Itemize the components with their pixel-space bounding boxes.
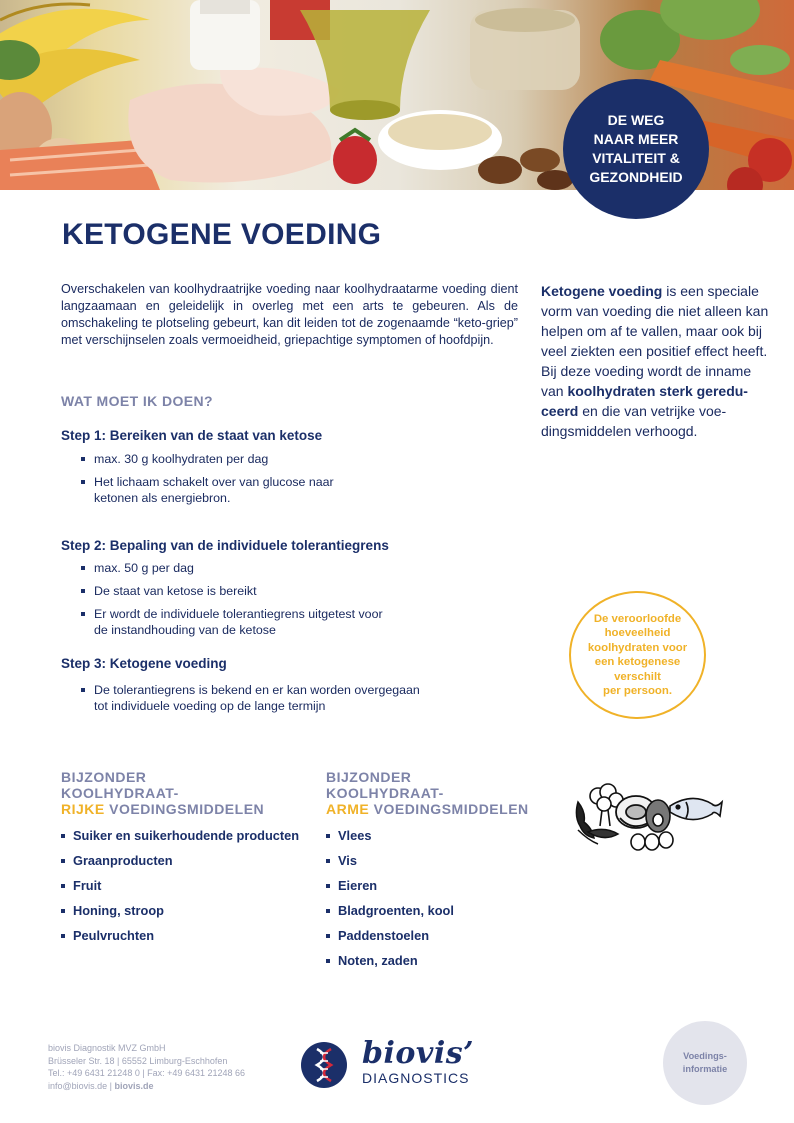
list-item: Suiker en suikerhoudende producten — [61, 828, 299, 853]
step-bullet: De staat van ketose is bereikt — [80, 583, 400, 599]
side-text: Bij deze voeding wordt de inname van — [541, 363, 752, 399]
list-item: Peulvruchten — [61, 928, 299, 953]
note-line: per persoon. — [603, 685, 672, 697]
company-address — [48, 1042, 245, 1092]
badge-line: GEZONDHEID — [589, 169, 683, 185]
step-3-bullets — [80, 682, 420, 721]
heading-line — [61, 801, 264, 817]
heading-line: KOOLHYDRAAT- — [61, 785, 179, 801]
info-line: informatie — [682, 1064, 728, 1074]
website-link[interactable]: biovis.de — [114, 1080, 154, 1091]
note-line: verschilt — [614, 670, 661, 683]
step-bullet: De tolerantiegrens is bekend en er kan worden overgegaan tot individuele voeding op de lange termijn — [80, 682, 430, 714]
note-line: De veroorloofde — [593, 612, 682, 625]
badge-line: VITALITEIT & — [592, 150, 680, 166]
list-item: Vis — [326, 853, 454, 878]
carb-poor-list — [326, 828, 454, 978]
carb-rich-heading — [61, 769, 264, 817]
step-3-title: Step 3: Ketogene voeding — [61, 656, 227, 671]
food-illustration-icon — [574, 782, 724, 854]
carb-rich-list — [61, 828, 299, 953]
document-type-badge — [663, 1021, 747, 1105]
heading-line: BIJZONDER — [326, 769, 412, 785]
badge-line: DE WEG — [607, 112, 665, 128]
step-2-bullets — [80, 560, 400, 645]
step-1-bullets — [80, 451, 400, 513]
step-bullet: max. 30 g koolhydraten per dag — [80, 451, 400, 467]
contact-line: info@biovis.de | biovis.de — [48, 1080, 154, 1091]
side-text-bold: koolhydraten sterk geredu-ceerd — [541, 383, 748, 419]
heading-rest: VOEDINGSMIDDELEN — [104, 801, 265, 817]
note-line: koolhydraten voor — [587, 641, 688, 654]
heading-rest: VOEDINGSMIDDELEN — [369, 801, 529, 817]
email-link[interactable]: info@biovis.de — [48, 1080, 108, 1091]
section-heading: WAT MOET IK DOEN? — [61, 393, 213, 409]
heading-line: BIJZONDER — [61, 769, 147, 785]
list-item: Eieren — [326, 878, 454, 903]
step-1-title: Step 1: Bereiken van de staat van ketose — [61, 428, 323, 443]
biovis-logo-icon — [300, 1041, 348, 1089]
address-line: Brüsseler Str. 18 | 65552 Limburg-Eschhofen — [48, 1055, 228, 1066]
side-text: en die van vetrijke voe-dingsmiddelen verhoogd. — [541, 403, 727, 439]
note-line: hoeveelheid — [604, 627, 671, 639]
side-text-bold: Ketogene voeding — [541, 283, 663, 299]
biovis-logo-sub: DIAGNOSTICS — [362, 1070, 470, 1086]
page-title: KETOGENE VOEDING — [62, 218, 382, 251]
carb-poor-heading — [326, 769, 529, 817]
address-line: Tel.: +49 6431 21248 0 | Fax: +49 6431 21248 66 — [48, 1068, 245, 1079]
list-item: Bladgroenten, kool — [326, 903, 454, 928]
heading-accent: RIJKE — [61, 801, 105, 817]
list-item: Graanproducten — [61, 853, 299, 878]
side-text: is een speciale vorm van voeding die niet alleen kan helpen om af te vallen, maar ook bij veel ziekten een positief effect heeft. — [541, 283, 769, 359]
step-2-title: Step 2: Bepaling van de individuele tolerantiegrens — [61, 538, 389, 553]
step-bullet: Het lichaam schakelt over van glucose naar ketonen als energiebron. — [80, 474, 340, 506]
step-bullet: max. 50 g per dag — [80, 560, 400, 576]
list-item: Noten, zaden — [326, 953, 454, 978]
biovis-logo-word: biovis’ — [362, 1036, 475, 1071]
heading-line: KOOLHYDRAAT- — [326, 785, 444, 801]
list-item: Paddenstoelen — [326, 928, 454, 953]
note-line: een ketogenese — [594, 656, 681, 668]
address-line: biovis Diagnostik MVZ GmbH — [48, 1043, 166, 1053]
heading-accent: ARME — [326, 801, 370, 817]
heading-line — [326, 801, 529, 817]
badge-line: NAAR MEER — [593, 131, 679, 147]
list-item: Fruit — [61, 878, 299, 903]
tagline-badge — [563, 79, 709, 219]
ketogenic-description — [541, 281, 771, 441]
carb-note-circle — [569, 591, 706, 719]
step-bullet: Er wordt de individuele tolerantiegrens uitgetest voor de instandhouding van de ketose — [80, 606, 390, 638]
list-item: Vlees — [326, 828, 454, 853]
info-line: Voedings- — [683, 1051, 727, 1061]
list-item: Honing, stroop — [61, 903, 299, 928]
intro-paragraph: Overschakelen van koolhydraatrijke voeding naar koolhydraatarme voeding dient langzaamaan en geleidelijk in overleg met een arts te gebeuren. Als de omschakeling te plotseling gebeurt, kan dit leiden tot de zogenaamde “keto-griep” met verschijnselen zoals vermoeidheid, griepachtige symptomen of hoofdpijn. — [61, 282, 518, 347]
